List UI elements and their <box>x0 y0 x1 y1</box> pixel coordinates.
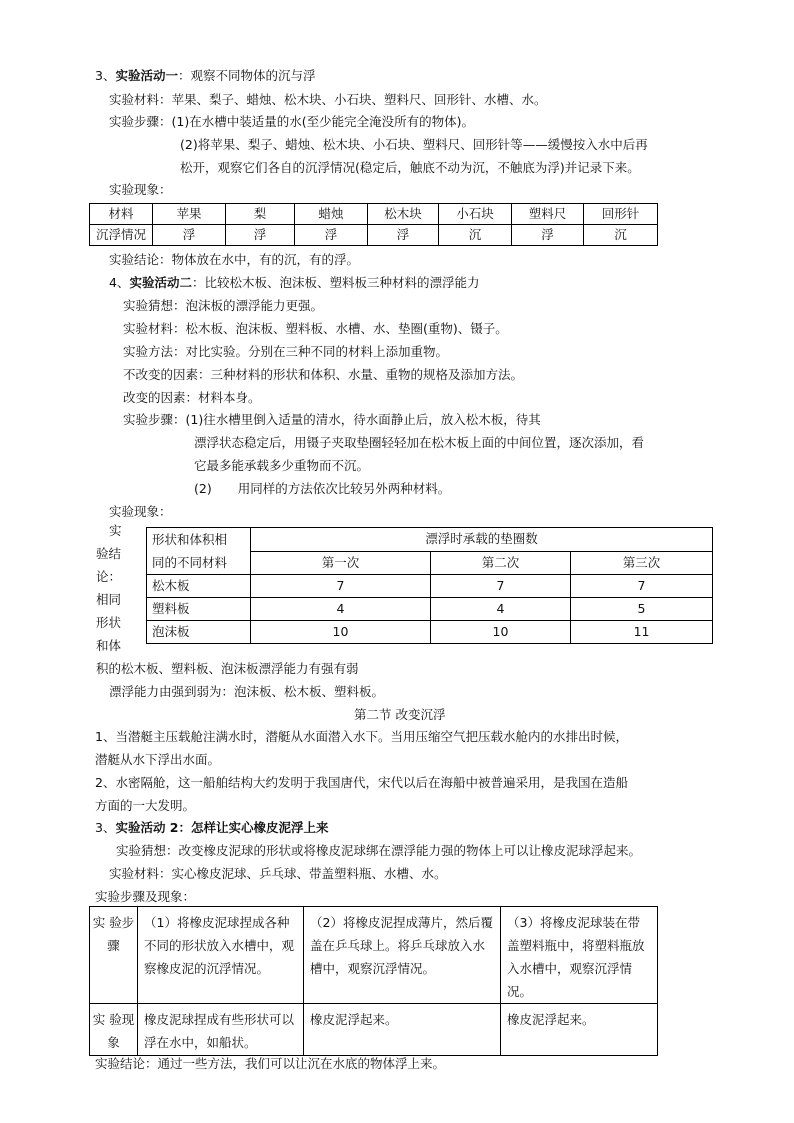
section-para1-line1: 1、当潜艇主压载舱注满水时，潜艇从水面潜入水下。当用压缩空气把压载水舱内的水排出时候， <box>95 729 628 744</box>
activity2-phenomenon-label: 实验现象： <box>109 504 172 519</box>
activity3-guess: 实验猜想：改变橡皮泥球的形状或将橡皮泥球绑在漂浮能力强的物体上可以让橡皮泥球浮起来。 <box>116 843 642 858</box>
activity2-step1-line1: 实验步骤：(1)往水槽里倒入适量的清水，待水面静止后，放入松木板，待其 <box>123 412 541 427</box>
table-row-header: 实 验现象 <box>90 1004 138 1056</box>
table-row-header: 沉浮情况 <box>90 225 153 246</box>
activity2-changed: 改变的因素：材料本身。 <box>123 390 261 405</box>
activity2-conclusion-cont: 积的松木板、塑料板、泡沫板漂浮能力有强有弱 <box>96 661 359 676</box>
table-row: 泡沫板 10 10 11 <box>147 621 713 644</box>
table-cell: 橡皮泥浮起来。 <box>304 1004 501 1056</box>
activity3-steps-label: 实验步骤及现象： <box>95 889 196 904</box>
activity3-title: 3、实验活动 2：怎样让实心橡皮泥浮上来 <box>95 820 329 835</box>
section-para2-line1: 2、水密隔舱，这一船舶结构大约发明于我国唐代，宋代以后在海船中被普遍采用，是我国在造船 <box>95 775 628 790</box>
activity2-step1-line3: 它最多能承载多少重物而不沉。 <box>194 458 370 473</box>
table-row: 塑料板 4 4 5 <box>147 598 713 621</box>
activity2-guess: 实验猜想：泡沫板的漂浮能力更强。 <box>123 298 324 313</box>
table-cell: 浮 <box>153 225 226 246</box>
table-cell: （2）将橡皮泥捏成薄片，然后覆盖在乒乓球上。将乒乓球放入水槽中，观察沉浮情况。 <box>304 907 501 1004</box>
activity1-step1: 实验步骤：(1)在水槽中装适量的水(至少能完全淹没所有的物体)。 <box>109 114 474 129</box>
side-conclusion-line: 相同 <box>96 592 122 607</box>
table-row-header: 实 验步骤 <box>90 907 138 1004</box>
table-row-header: 材料 <box>90 204 153 225</box>
table-cell: 浮 <box>512 225 584 246</box>
activity1-title-bold: 实验活动一 <box>115 68 178 83</box>
side-conclusion-line: 论： <box>96 569 122 584</box>
table-cell: 沉 <box>584 225 658 246</box>
table-cell: 梨 <box>226 204 295 225</box>
table-row: 松木板 7 7 7 <box>147 575 713 598</box>
table-cell: 小石块 <box>439 204 512 225</box>
activity1-materials: 实验材料：苹果、梨子、蜡烛、松木块、小石块、塑料尺、回形针、水槽、水。 <box>109 92 547 107</box>
activity2-table <box>146 527 713 644</box>
activity2-step1-line2: 漂浮状态稳定后，用镊子夹取垫圈轻轻加在松木板上面的中间位置，逐次添加，看 <box>194 435 645 450</box>
side-conclusion-line: 和体 <box>96 638 122 653</box>
table-cell: 回形针 <box>584 204 658 225</box>
table-cell: （3）将橡皮泥球装在带盖塑料瓶中，将塑料瓶放入水槽中，观察沉浮情况。 <box>501 907 658 1004</box>
table-cell: 浮 <box>295 225 368 246</box>
activity1-table <box>89 203 658 246</box>
activity2-title-bold: 实验活动二 <box>129 275 192 290</box>
activity2-step2: (2) 用同样的方法依次比较另外两种材料。 <box>194 481 451 496</box>
section-para2-line2: 方面的一大发明。 <box>95 798 196 813</box>
side-conclusion-line: 验结 <box>96 546 122 561</box>
activity3-conclusion: 实验结论：通过一些方法，我们可以让沉在水底的物体浮上来。 <box>95 1056 446 1071</box>
table-header-left: 形状和体积相 同的不同材料 <box>147 528 251 575</box>
table-cell: 苹果 <box>153 204 226 225</box>
activity1-step2-line2: 松开，观察它们各自的沉浮情况(稳定后，触底不动为沉，不触底为浮)并记录下来。 <box>180 160 640 175</box>
activity2-order: 漂浮能力由强到弱为：泡沫板、松木板、塑料板。 <box>109 684 385 699</box>
table-cell: （1）将橡皮泥球捏成各种不同的形状放入水槽中，观察橡皮泥的沉浮情况。 <box>138 907 304 1004</box>
table-cell: 沉 <box>439 225 512 246</box>
activity2-unchanged: 不改变的因素：三种材料的形状和体积、水量、重物的规格及添加方法。 <box>123 367 524 382</box>
table-cell: 松木块 <box>368 204 439 225</box>
section-para1-line2: 潜艇从水下浮出水面。 <box>95 752 221 767</box>
activity1-title: 3、实验活动一：观察不同物体的沉与浮 <box>95 68 316 83</box>
activity2-method: 实验方法：对比实验。分别在三种不同的材料上添加重物。 <box>123 344 449 359</box>
table-header-span: 漂浮时承载的垫圈数 <box>251 528 713 552</box>
activity1-step2-line1: (2)将苹果、梨子、蜡烛、松木块、小石块、塑料尺、回形针等——缓慢按入水中后再 <box>180 137 648 152</box>
table-cell: 浮 <box>368 225 439 246</box>
table-cell: 橡皮泥球捏成有些形状可以浮在水中，如船状。 <box>138 1004 304 1056</box>
activity3-table <box>89 906 658 1056</box>
table-cell: 蜡烛 <box>295 204 368 225</box>
activity1-conclusion: 实验结论：物体放在水中，有的沉，有的浮。 <box>109 252 360 267</box>
activity3-title-bold: 实验活动 2：怎样让实心橡皮泥浮上来 <box>115 820 329 835</box>
activity2-materials: 实验材料：松木板、泡沫板、塑料板、水槽、水、垫圈(重物)、镊子。 <box>123 321 508 336</box>
table-header-trial: 第一次 <box>251 551 431 575</box>
activity1-phenomenon-label: 实验现象： <box>109 182 172 197</box>
activity3-materials: 实验材料：实心橡皮泥球、乒乓球、带盖塑料瓶、水槽、水。 <box>109 866 447 881</box>
table-cell: 浮 <box>226 225 295 246</box>
side-conclusion-line: 实 <box>109 523 122 538</box>
side-conclusion-line: 形状 <box>96 615 122 630</box>
table-cell: 塑料尺 <box>512 204 584 225</box>
table-header-trial: 第三次 <box>571 551 713 575</box>
section-title: 第二节 改变沉浮 <box>354 707 446 722</box>
activity2-title: 4、实验活动二：比较松木板、泡沫板、塑料板三种材料的漂浮能力 <box>109 275 480 290</box>
table-cell: 橡皮泥浮起来。 <box>501 1004 658 1056</box>
table-header-trial: 第二次 <box>431 551 571 575</box>
